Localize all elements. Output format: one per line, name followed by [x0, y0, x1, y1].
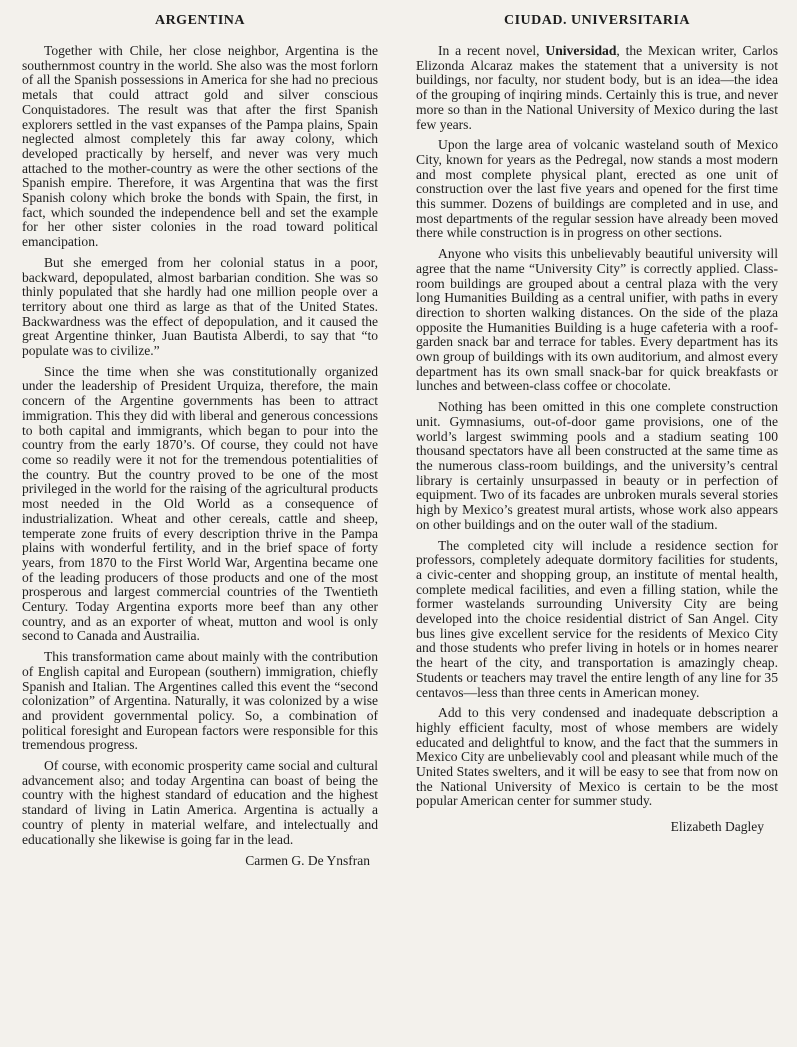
author-signature: Elizabeth Dagley [670, 819, 764, 835]
article-paragraph: Add to this very condensed and inadequate debscription a highly efficient faculty, most of whose members are widely educated and delightful to know, and the fact that the summers in Mexico City are unbelievably cool and pleasant while much of the United States swelters, and it will be easy to see that from now on the National University of Mexico is certain to be the most popular American center for summer study. [416, 705, 778, 809]
article-paragraph [416, 44, 778, 132]
intro-text-continued: , the Mexican writer, Carlos Elizonda Alcaraz makes the statement that a university is not buildings, nor faculty, nor student body, but is an idea—the idea of the grouping of inqiring minds. Certainly this is true, and never more so than in the National University of Mexico during the last few years. [416, 43, 778, 132]
article-paragraph: This transformation came about mainly with the contribution of English capital and European (southern) immigration, chiefly Spanish and Italian. The Argentines called this event the “second colonization” of Argentina. Naturally, it was colonized by a wise and provident governmental policy. So, a combination of political foresight and European factors were responsible for this tremendous progress. [22, 649, 378, 753]
article-paragraph: Since the time when she was constitutionally organized under the leadership of President Urquiza, therefore, the main concern of the Argentine governments has been to attract immigration. This they did with liberal and generous concessions to both capital and immigrants, which began to pour into the country from the early 1870’s. Of course, they could not have come so readily were it not for the tremendous potentialities of the country. But the country proved to be one of the most privileged in the world for the raising of the agricultural products most needed in the Old World as a consequence of industrialization. Wheat and other cereals, cattle and sheep, temperate zone fruits of every description thrive in the Pampa plains with wonderful fertility, and in the brief space of forty years, from 1870 to the First World War, Argentina became one of the leading producers of those products and one of the most prosperous and largest commercial countries of the Twentieth Century. Today Argentina exports more beef than any other country, and as an exporter of wheat, mutton and wool is only second to Canada and Austrailia. [22, 363, 378, 644]
article-paragraph: Nothing has been omitted in this one complete construction unit. Gymnasiums, out-of-door game provisions, one of the world’s largest swimming pools and a stadium seating 100 thousand spectators have all been constructed at the same time as the numerous class-room buildings, and the university’s central library is certainly unsurpassed in beauty or in perfection of equipment. Two of its facades are unbroken murals several stories high by Mexico’s greatest mural artists, whose work also appears on other buildings and on the outer wall of the stadium. [416, 399, 778, 532]
article-ciudad-universitaria [416, 12, 778, 834]
article-paragraph: But she emerged from her colonial status in a poor, backward, depopulated, almost barbarian condition. She was so thinly populated that she hardly had one million people over a territory about one third as large as that of the United States. Backwardness was the effect of depopulation, and it caused the great Argentine thinker, Juan Bautista Alberdi, to say that “to populate was to civilize.” [22, 254, 378, 359]
article-title: CIUDAD. UNIVERSITARIA [503, 13, 691, 28]
author-signature: Carmen G. De Ynsfran [245, 853, 370, 869]
article-paragraph: Of course, with economic prosperity came social and cultural advancement also; and today Argentina can boast of being the country with the highest standard of education and the highest standard of living in Latin America. Argentina is actually a country of plenty in material welfare, and intelectually and educationally she likewise is going far in the lead. [22, 758, 378, 847]
article-paragraph: Anyone who visits this unbelievably beautiful university will agree that the name “University City” is correctly applied. Class-room buildings are grouped about a central plaza with the very long Humanities Building as a central unifier, with paths in every direction to shorten walking distances. On the side of the plaza opposite the Humanities Building is a huge cafeteria with a roof-garden snack bar and terrace for tables. Every department has its own group of buildings with its own auditorium, and almost every department has its own small snack-bar for quick breakfasts or lunches and between-class coffee or chocolate. [416, 246, 778, 394]
article-argentina [22, 12, 378, 868]
article-paragraph: The completed city will include a residence section for professors, completely adequate dormitory facilities for students, a civic-center and shopping group, an institute of mental health, complete medical facilities, and even a filling station, while the former wastelands surrounding University City are being developed into the choice residential district of San Angel. City bus lines give excellent service for the residents of Mexico City and those students who prefer living in hotels or in homes nearer the heart of the city, and transportation is amazingly cheap. Students or teachers may travel the entire length of any line for 35 centavos—less than three cents in American money. [416, 537, 778, 700]
article-title: ARGENTINA [154, 13, 246, 28]
novel-title: Universidad [545, 43, 617, 58]
article-paragraph: Together with Chile, her close neighbor, Argentina is the southernmost country in the world. She also was the most forlorn of all the Spanish possessions in America for she had no precious metals that could attract gold and silver conscious Conquistadores. The result was that after the first Spanish explorers settled in the vast expanses of the Pampa plains, Spain neglected almost completely this far away colony, which developed practically by herself, and never was very much attached to the mother-country as were the other sections of the Spanish empire. Therefore, it was Argentina that was the first Spanish colony which broke the bonds with Spain, the first, in fact, which sounded the independence bell and set the example for her other sister colonies in the road toward political emancipation. [22, 43, 378, 250]
article-paragraph: Upon the large area of volcanic wasteland south of Mexico City, known for years as the Pedregal, now stands a most modern and most complete physical plant, erected as one unit of construction over the last five years and opened for the first time this summer. Dozens of buildings are completed and in use, and most departments of the regular session have already been moved there while construction is in progress on other sections. [416, 137, 778, 241]
intro-text: In a recent novel, [438, 43, 546, 58]
